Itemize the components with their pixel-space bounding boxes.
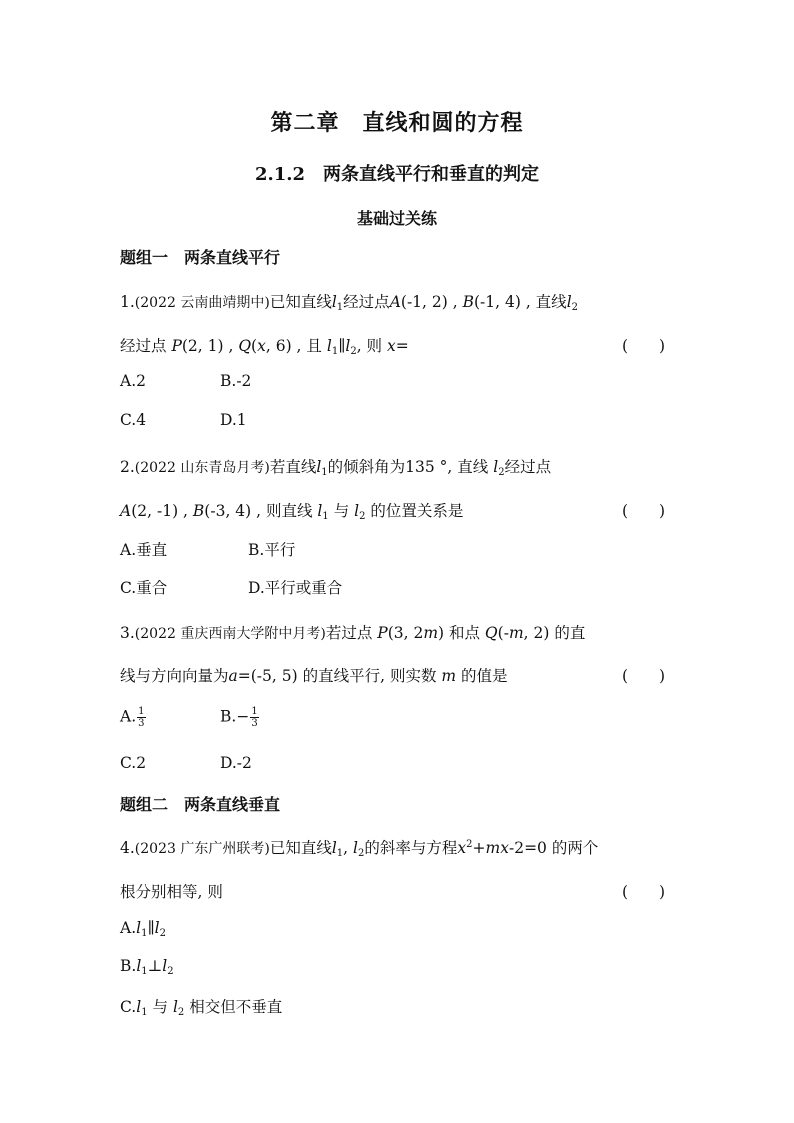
question-2-option-a: A.垂直	[120, 541, 168, 559]
question-3-line-2: 线与方向向量为a=(-5, 5) 的直线平行, 则实数 m 的值是	[120, 667, 508, 685]
question-1-answer-bracket: ( )	[622, 337, 666, 355]
question-2-option-c: C.重合	[120, 579, 168, 597]
question-3-line-1: 3.(2022 重庆西南大学附中月考)若过点 P(3, 2m) 和点 Q(-m, 2) 的直	[120, 624, 586, 642]
sub-title: 基础过关练	[356, 209, 437, 228]
question-1-line-2: 经过点 P(2, 1) , Q(x, 6) , 且 $l_1\parallel l_2$, 则 x=	[120, 337, 409, 357]
question-1-option-c: C.4	[120, 411, 147, 429]
question-3-option-b: B.− $\frac{1}{3}$	[220, 706, 258, 729]
fraction-one-third: $\frac{1}{3}$	[138, 706, 145, 729]
question-1-line-1: 1.(2022 云南曲靖期中)已知直线$l_1$经过点A(-1, 2) , B(-1, 4) , 直线$l_2$	[120, 293, 579, 313]
question-4-source: (2023 广东广州联考)	[134, 841, 270, 857]
question-4-line-1: 4.(2023 广东广州联考)已知直线$l_1$, $l_2$的斜率与方程$x^2+mx-2=0$ 的两个	[120, 839, 599, 859]
fraction-one-third: $\frac{1}{3}$	[251, 706, 258, 729]
question-2-number: 2.	[120, 458, 135, 476]
question-1-option-a: A.2	[120, 372, 146, 390]
question-3-option-d: D.-2	[220, 754, 252, 772]
question-1-option-b: B.-2	[220, 372, 252, 390]
group-heading-1: 题组一 两条直线平行	[120, 248, 281, 267]
question-4-line-2: 根分别相等, 则	[120, 883, 223, 901]
question-4-option-a: $A.l_1\parallel l_2$	[120, 919, 166, 939]
section-title: 2.1.2 两条直线平行和垂直的判定	[254, 164, 540, 185]
question-3-source: (2022 重庆西南大学附中月考)	[134, 626, 326, 642]
question-1-number: 1.	[120, 293, 135, 311]
question-4-option-b: $B.l_1\perp l_2$	[120, 957, 174, 977]
question-2-line-2: A(2, -1) , B(-3, 4) , 则直线 $l_1$ 与 $l_2$ 的位置关系是	[120, 502, 464, 522]
question-1-option-d: D.1	[220, 411, 247, 429]
question-2-source: (2022 山东青岛月考)	[134, 460, 270, 476]
question-1-source: (2022 云南曲靖期中)	[134, 295, 270, 311]
question-3-option-c: C.2	[120, 754, 147, 772]
question-4-number: 4.	[120, 839, 135, 857]
question-3-number: 3.	[120, 624, 135, 642]
question-3-option-a: A. $\frac{1}{3}$	[120, 706, 145, 729]
question-3-answer-bracket: ( )	[622, 667, 666, 685]
group-heading-2: 题组二 两条直线垂直	[120, 795, 281, 814]
question-4-option-c: $C.l_1$ 与 $l_2$ 相交但不垂直	[120, 998, 283, 1018]
chapter-title: 第二章 直线和圆的方程	[270, 110, 524, 136]
question-2-answer-bracket: ( )	[622, 502, 666, 520]
question-2-option-b: B.平行	[248, 541, 296, 559]
question-2-line-1: 2.(2022 山东青岛月考)若直线$l_1$的倾斜角为135 °, 直线 $l_2$经过点	[120, 458, 552, 478]
question-2-option-d: D.平行或重合	[248, 579, 343, 597]
question-4-answer-bracket: ( )	[622, 883, 666, 901]
